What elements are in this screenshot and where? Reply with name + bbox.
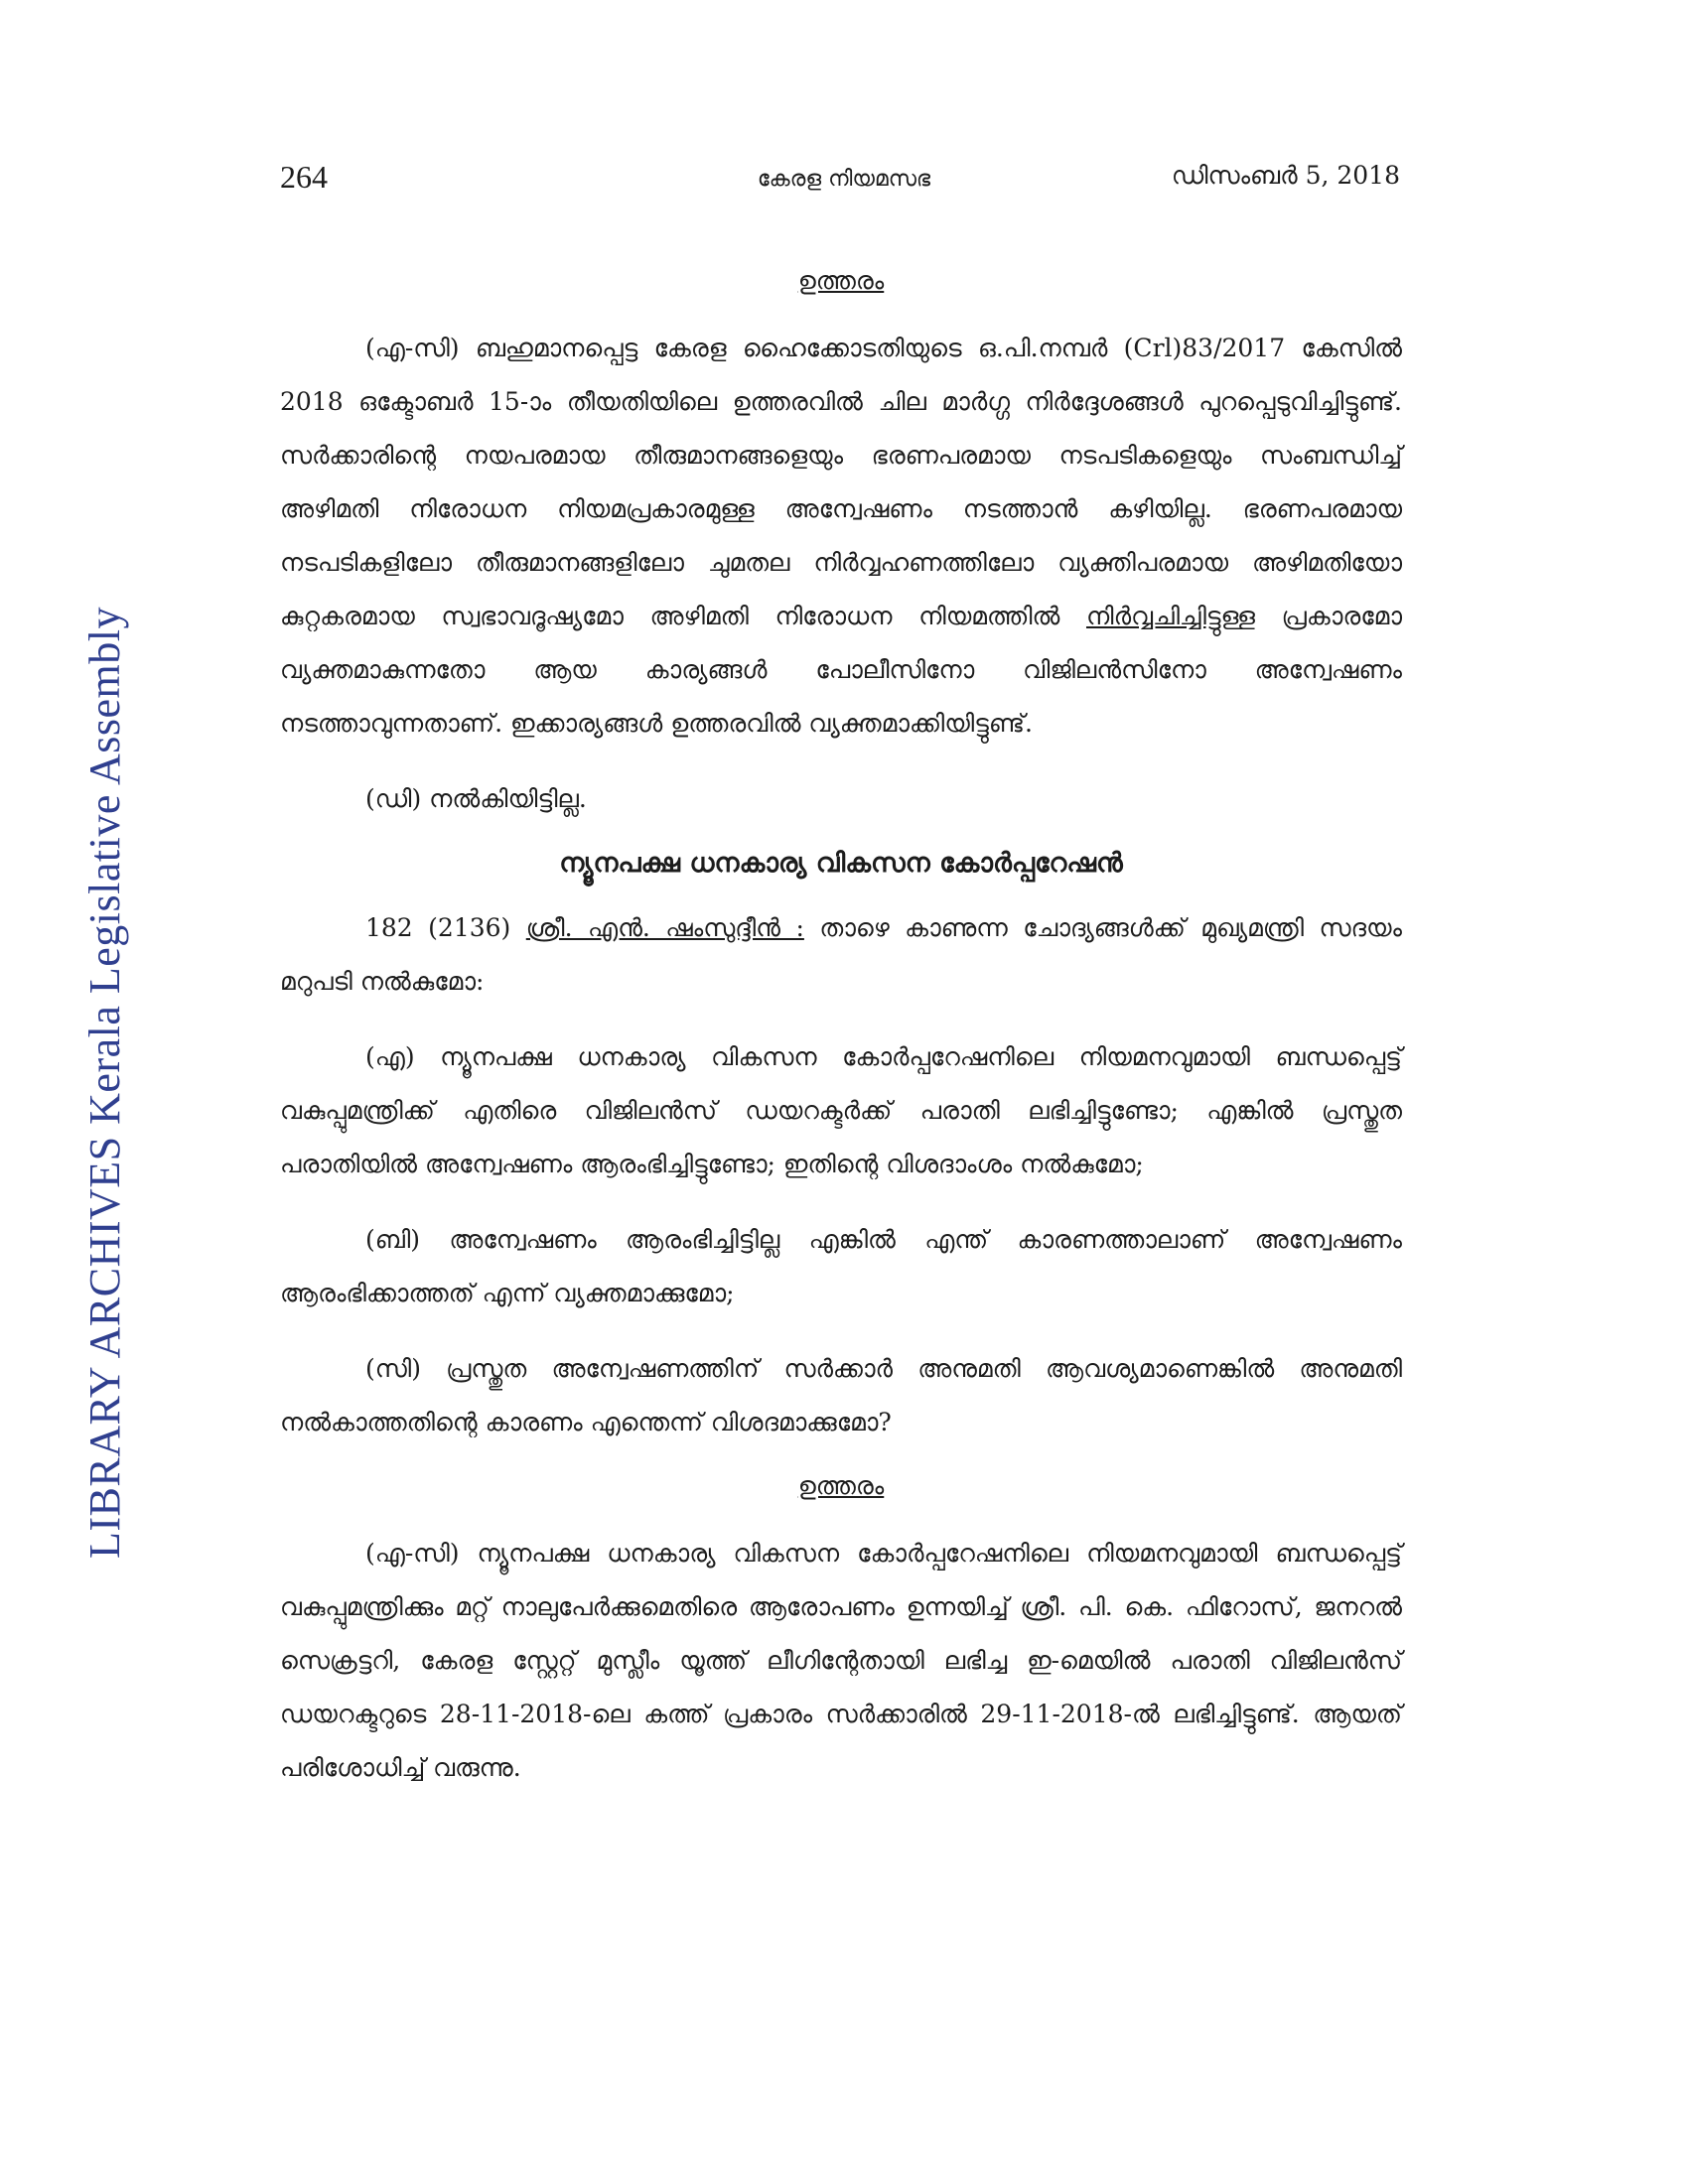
answer-text: (എ-സി) ബഹുമാനപ്പെട്ട കേരള ഹൈക്കോടതിയുടെ ഒ.പി.നമ്പർ (Crl)83/2017 കേസിൽ 2018 ഒക്ടോബർ 15-ാം തീയതിയിലെ ഉത്തരവിൽ ചില മാർഗ്ഗ നിർദ്ദേശങ്ങൾ പുറപ്പെടുവിച്ചിട്ടുണ്ട്. സർക്കാരിന്റെ നയപരമായ തീരുമാനങ്ങളെയും ഭരണപരമായ നടപടികളെയും സംബന്ധിച്ച് അഴിമതി നിരോധന നിയമപ്രകാരമുള്ള അന്വേഷണം നടത്താൻ കഴിയില്ല. ഭരണപരമായ നടപടികളിലോ തീരുമാനങ്ങളിലോ ചുമതല നിർവ്വഹണത്തിലോ വ്യക്തിപരമായ അഴിമതിയോ കുറ്റകരമായ സ്വഭാവദൂഷ്യമോ അഴിമതി നിരോധന നിയമത്തിൽ	[280, 334, 1402, 630]
question-number: 182 (2136)	[365, 913, 511, 942]
answer-heading-2: ഉത്തരം	[797, 1471, 885, 1500]
answer-paragraph-d: (ഡി) നൽകിയിട്ടില്ല.	[365, 784, 587, 813]
running-title: കേരള നിയമസഭ	[757, 167, 931, 192]
answer2-paragraph-ac: (എ-സി) ന്യൂനപക്ഷ ധനകാര്യ വികസന കോർപ്പറേഷനിലെ നിയമനവുമായി ബന്ധപ്പെട്ട് വകുപ്പുമന്ത്രിക്കും മറ്റ് നാലുപേർക്കുമെതിരെ ആരോപണം ഉന്നയിച്ച് ശ്രീ. പി. കെ. ഫിറോസ്, ജനറൽ സെക്രട്ടറി, കേരള സ്റ്റേറ്റ് മുസ്ലീം യൂത്ത് ലീഗിന്റേതായി ലഭിച്ച ഇ-മെയിൽ പരാതി വിജിലൻസ് ഡയറക്ടറുടെ 28-11-2018-ലെ കത്ത് പ്രകാരം സർക്കാരിൽ 29-11-2018-ൽ ലഭിച്ചിട്ടുണ്ട്. ആയത് പരിശോധിച്ച് വരുന്നു.	[280, 1539, 1402, 1782]
answer-text-rest: പ്രകാരമോ വ്യക്തമാകുന്നതോ ആയ കാര്യങ്ങൾ പോലീസിനോ വിജിലൻസിനോ അന്വേഷണം നടത്താവുന്നതാണ്. ഇക്കാര്യങ്ങൾ ഉത്തരവിൽ വ്യക്തമാക്കിയിട്ടുണ്ട്.	[280, 602, 1402, 738]
header-date: ഡിസംബർ 5, 2018	[1171, 161, 1400, 190]
page-number: 264	[280, 159, 328, 195]
document-body	[280, 266, 1402, 1817]
answer-heading: ഉത്തരം	[797, 266, 885, 295]
question-part-a: (എ) ന്യൂനപക്ഷ ധനകാര്യ വികസന കോർപ്പറേഷനിലെ നിയമനവുമായി ബന്ധപ്പെട്ട് വകുപ്പുമന്ത്രിക്ക് എതിരെ വിജിലൻസ് ഡയറക്ടർക്ക് പരാതി ലഭിച്ചിട്ടുണ്ടോ; എങ്കിൽ പ്രസ്തുത പരാതിയിൽ അന്വേഷണം ആരംഭിച്ചിട്ടുണ്ടോ; ഇതിന്റെ വിശദാംശം നൽകുമോ;	[280, 1042, 1402, 1178]
underlined-word: നിർവ്വചിച്ചിട്ടുള്ള	[1085, 602, 1256, 630]
member-name: ശ്രീ. എൻ. ഷംസുദ്ദീൻ :	[525, 913, 804, 942]
answer-paragraph-ac	[280, 322, 1402, 751]
question-intro	[280, 901, 1402, 1009]
question-part-c: (സി) പ്രസ്തുത അന്വേഷണത്തിന് സർക്കാർ അനുമതി ആവശ്യമാണെങ്കിൽ അനുമതി നൽകാത്തതിന്റെ കാരണം എന്തെന്ന് വിശദമാക്കുമോ?	[280, 1354, 1402, 1436]
page-header	[0, 159, 1688, 208]
question-intro-text: താഴെ കാണുന്ന ചോദ്യങ്ങൾക്ക് മുഖ്യമന്ത്രി സദയം മറുപടി നൽകുമോ:	[280, 913, 1403, 996]
archive-watermark: LIBRARY ARCHIVES Kerala Legislative Assembly	[80, 607, 129, 1559]
question-part-b: (ബി) അന്വേഷണം ആരംഭിച്ചിട്ടില്ല എങ്കിൽ എന്ത് കാരണത്താലാണ് അന്വേഷണം ആരംഭിക്കാത്തത് എന്ന് വ്യക്തമാക്കുമോ;	[280, 1225, 1402, 1307]
section-title: ന്യൂനപക്ഷ ധനകാര്യ വികസന കോർപ്പറേഷൻ	[559, 848, 1123, 879]
